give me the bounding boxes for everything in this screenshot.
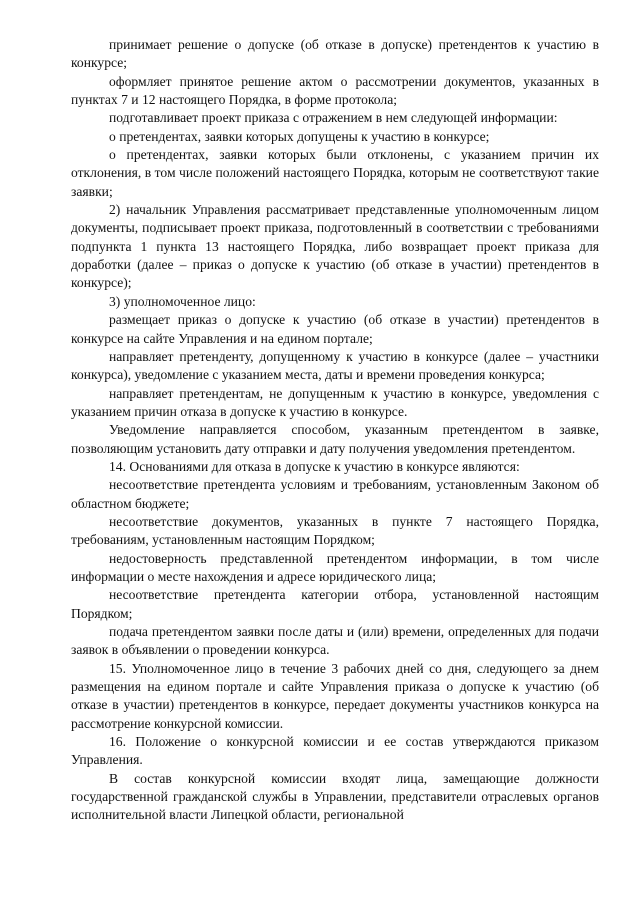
- document-page: [71, 36, 599, 825]
- paragraph: В состав конкурсной комиссии входят лица, замещающие должности государственной гражданской службы в Управлении, представители отраслевых органов исполнительной власти Липецкой области, региональной: [71, 770, 599, 823]
- paragraph: подготавливает проект приказа с отражением в нем следующей информации:: [109, 110, 558, 126]
- paragraph: 3) уполномоченное лицо:: [109, 293, 256, 309]
- paragraph: несоответствие документов, указанных в пункте 7 настоящего Порядка, требованиям, установленным настоящим Порядком;: [71, 513, 599, 548]
- paragraph: 15. Уполномоченное лицо в течение 3 рабочих дней со дня, следующего за днем размещения на едином портале и сайте Управления приказа о допуске к участию (об отказе в участии) претендентов в конкурсе, передает документы участников конкурса на рассмотрение конкурсной комиссии.: [71, 660, 599, 731]
- paragraph: направляет претенденту, допущенному к участию в конкурсе (далее – участники конкурса), уведомление с указанием места, даты и времени проведения конкурса;: [71, 348, 599, 383]
- paragraph: оформляет принятое решение актом о рассмотрении документов, указанных в пунктах 7 и 12 настоящего Порядка, в форме протокола;: [71, 73, 599, 108]
- paragraph: подача претендентом заявки после даты и (или) времени, определенных для подачи заявок в объявлении о проведении конкурса.: [71, 624, 599, 658]
- paragraph: Уведомление направляется способом, указанным претендентом в заявке, позволяющим установить дату отправки и дату получения уведомления претендентом.: [71, 422, 599, 456]
- paragraph: о претендентах, заявки которых были отклонены, с указанием причин их отклонения, в том числе положений настоящего Порядка, которым не соответствуют такие заявки;: [71, 147, 599, 199]
- paragraph: размещает приказ о допуске к участию (об отказе в участии) претендентов в конкурсе на сайте Управления и на едином портале;: [71, 312, 599, 346]
- paragraph: несоответствие претендента категории отбора, установленной настоящим Порядком;: [71, 587, 599, 621]
- paragraph: недостоверность представленной претендентом информации, в том числе информации о месте нахождения и адресе юридического лица;: [71, 550, 599, 584]
- paragraph: о претендентах, заявки которых допущены к участию в конкурсе;: [109, 128, 490, 144]
- paragraph: 14. Основаниями для отказа в допуске к участию в конкурсе являются:: [109, 458, 520, 474]
- paragraph: 16. Положение о конкурсной комиссии и ее состав утверждаются приказом Управления.: [71, 734, 599, 768]
- paragraph: несоответствие претендента условиям и требованиям, установленным Законом об областном бюджете;: [71, 477, 599, 511]
- paragraph: принимает решение о допуске (об отказе в допуске) претендентов к участию в конкурсе;: [71, 37, 599, 71]
- paragraph: направляет претендентам, не допущенным к участию в конкурсе, уведомления с указанием причин отказа в допуске к участию в конкурсе.: [71, 385, 599, 419]
- paragraph: 2) начальник Управления рассматривает представленные уполномоченным лицом документы, подписывает проект приказа, подготовленный в соответствии с требованиями подпункта 1 пункта 13 настоящего Порядка, либо возвращает проект приказа для доработки (далее – приказ о допуске к участию (об отказе в участии) претендентов в конкурсе);: [71, 202, 599, 291]
